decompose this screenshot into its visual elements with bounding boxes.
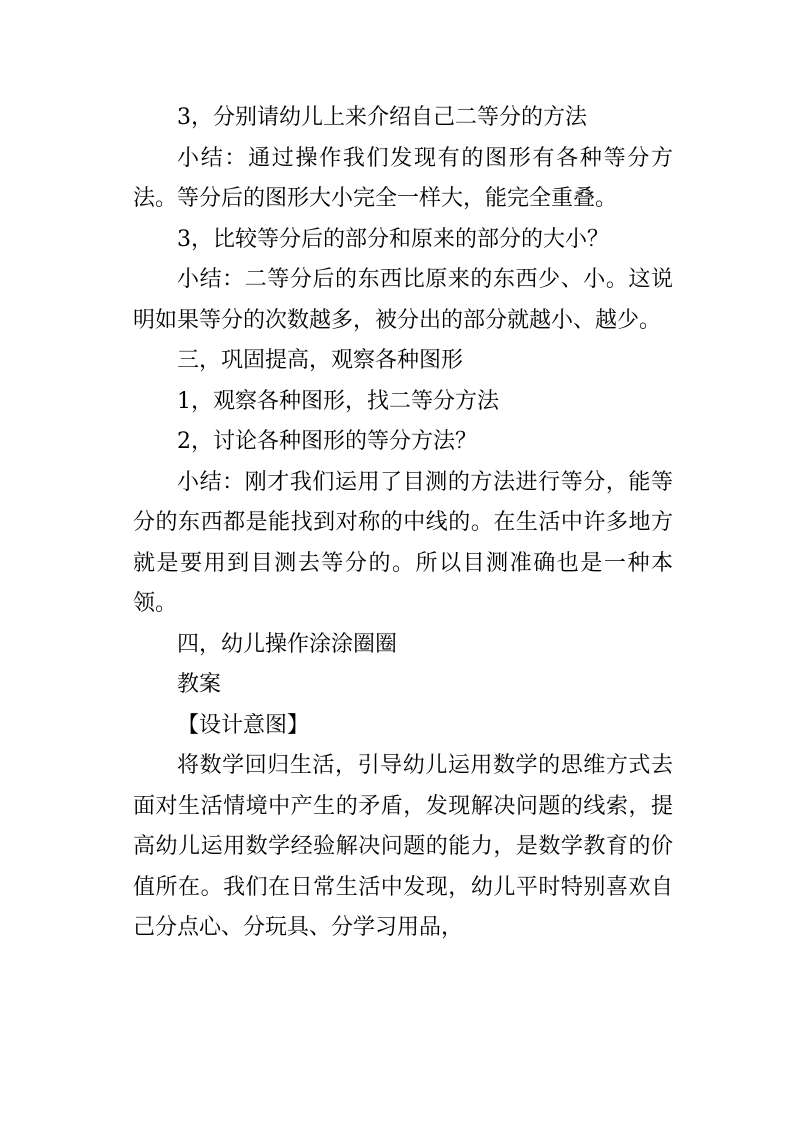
section-heading-lesson-plan: 教案: [177, 672, 222, 697]
paragraph-summary-visual-estimation: 小结：刚才我们运用了目测的方法进行等分，能等分的东西都是能找到对称的中线的。在生活中许多地方就是要用到目测去等分的。所以目测准确也是一种本领。: [133, 469, 673, 616]
paragraph-summary-comparison: 小结：二等分后的东西比原来的东西少、小。这说明如果等分的次数越多，被分出的部分就越小、越少。: [133, 267, 673, 333]
paragraph-summary-operation: 小结：通过操作我们发现有的图形有各种等分方法。等分后的图形大小完全一样大，能完全重叠。: [133, 145, 673, 211]
paragraph-step-3-introduce-method: 3，分别请幼儿上来介绍自己二等分的方法: [177, 105, 587, 130]
section-heading-design-intent: 【设计意图】: [177, 712, 310, 738]
section-heading-consolidate: 三，巩固提高，观察各种图形: [177, 348, 464, 373]
paragraph-step-2-discuss: 2，讨论各种图形的等分方法？: [177, 429, 477, 454]
section-heading-child-operation: 四，幼儿操作涂涂圈圈: [177, 631, 398, 657]
paragraph-step-1-observe: 1，观察各种图形，找二等分方法: [177, 388, 499, 414]
paragraph-step-3-compare-size: 3，比较等分后的部分和原来的部分的大小？: [177, 226, 609, 252]
document-body: [133, 98, 673, 949]
paragraph-design-intent-body: 将数学回归生活，引导幼儿运用数学的思维方式去面对生活情境中产生的矛盾，发现解决问题的线索，提高幼儿运用数学经验解决问题的能力，是数学教育的价值所在。我们在日常生活中发现，幼儿平时特别喜欢自己分点心、分玩具、分学习用品，: [133, 753, 673, 940]
